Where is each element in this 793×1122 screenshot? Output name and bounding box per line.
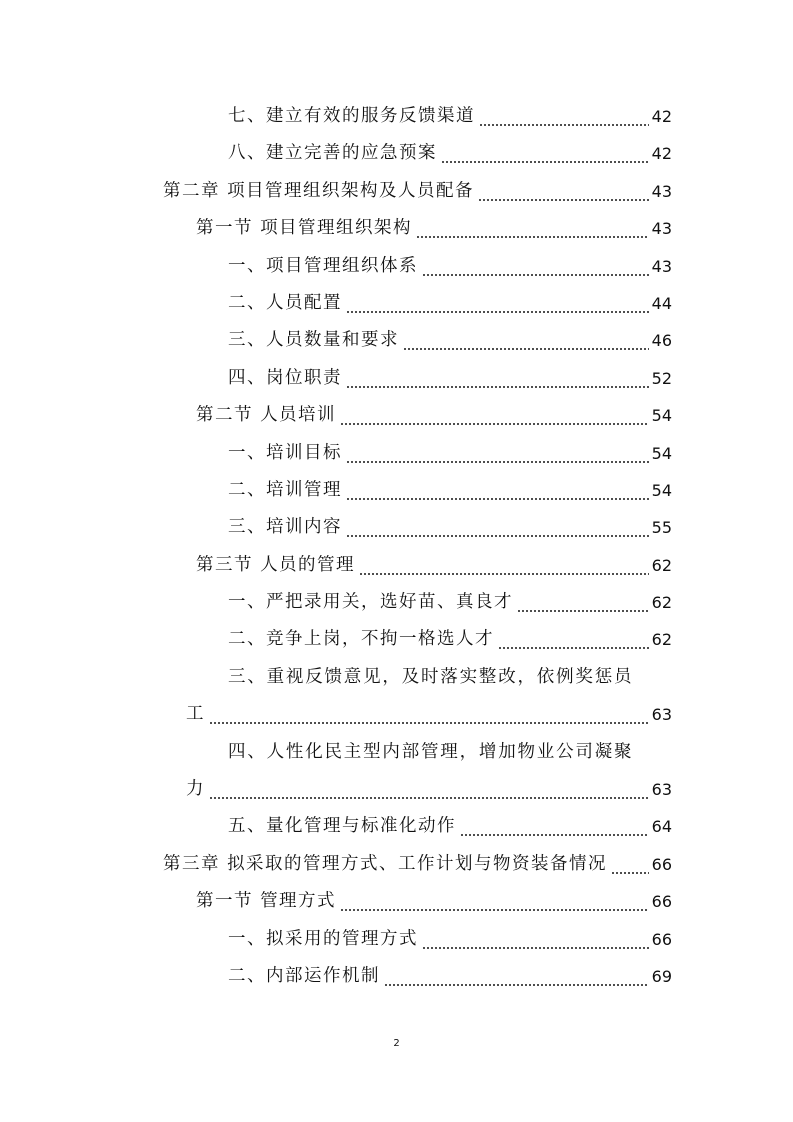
toc-entry-label: 四、人性化民主型内部管理，增加物业公司凝聚 [228,741,634,762]
toc-entry-page: 42 [651,144,672,164]
toc-entry-page: 66 [651,929,672,949]
toc-entry-label: 第一节 管理方式 [196,891,337,912]
toc-entry-label: 第三节 人员的管理 [196,554,356,575]
toc-entry-label: 五、量化管理与标准化动作 [228,816,456,837]
toc-entry[interactable] [0,584,793,621]
toc-entry[interactable] [0,696,793,733]
toc-entry-label: 四、岗位职责 [228,367,342,388]
toc-entry-label: 三、人员数量和要求 [228,330,399,351]
toc-entry-label: 三、重视反馈意见，及时落实整改，依例奖惩员 [228,666,634,687]
toc-entry-page: 62 [651,593,672,613]
toc-leader-dots [478,199,649,201]
toc-entry-label: 二、竞争上岗，不拘一格选人才 [228,629,494,650]
toc-entry-page: 42 [651,107,672,126]
toc-entry[interactable] [0,285,793,322]
toc-entry[interactable] [0,509,793,546]
toc-leader-dots [346,535,649,537]
toc-entry[interactable] [0,173,793,210]
toc-entry-label: 一、培训目标 [228,442,342,463]
toc-entry-page: 46 [651,331,672,351]
toc-entry[interactable] [0,322,793,359]
toc-entry[interactable] [0,958,793,995]
toc-leader-dots [441,161,649,163]
toc-leader-dots [359,573,649,575]
toc-entry-label: 七、建立有效的服务反馈渠道 [228,106,475,126]
toc-entry-page: 44 [651,293,672,313]
toc-entry-label: 第二章 项目管理组织架构及人员配备 [163,180,475,201]
toc-leader-dots [346,386,649,388]
toc-leader-dots [209,797,649,799]
toc-entry-label: 二、内部运作机制 [228,965,380,986]
toc-leader-dots [346,498,649,500]
toc-entry[interactable] [0,397,793,434]
toc-entry-label: 第三章 拟采取的管理方式、工作计划与物资装备情况 [163,853,608,874]
toc-entry-page: 55 [651,518,672,538]
toc-entry-page: 63 [651,780,672,800]
toc-entry[interactable] [0,846,793,883]
toc-entry-page: 64 [651,817,672,837]
toc-leader-dots [403,348,649,350]
toc-entry-page: 66 [651,892,672,912]
toc-entry-label: 第二节 人员培训 [196,405,337,426]
toc-entry-page: 63 [651,705,672,725]
toc-entry-page: 62 [651,630,672,650]
toc-entry-page: 43 [651,181,672,201]
toc-leader-dots [422,274,649,276]
toc-entry[interactable] [0,210,793,247]
table-of-contents [0,98,793,995]
toc-entry[interactable] [0,547,793,584]
toc-entry-label: 二、人员配置 [228,292,342,313]
toc-entry-page: 43 [651,219,672,239]
toc-entry[interactable] [0,734,793,771]
page-number: 2 [393,1038,400,1049]
toc-entry[interactable] [0,659,793,696]
toc-entry[interactable] [0,98,793,135]
toc-entry-page: 54 [651,443,672,463]
toc-entry-label: 二、培训管理 [228,479,342,500]
toc-leader-dots [479,124,649,126]
toc-entry-page: 52 [651,368,672,388]
toc-entry[interactable] [0,621,793,658]
toc-entry-label: 工 [186,704,205,725]
toc-leader-dots [384,984,649,986]
toc-entry-page: 66 [651,854,672,874]
toc-entry-page: 62 [651,555,672,575]
toc-entry[interactable] [0,771,793,808]
toc-entry[interactable] [0,248,793,285]
toc-entry-label: 三、培训内容 [228,517,342,538]
toc-leader-dots [416,236,649,238]
toc-entry[interactable] [0,135,793,172]
toc-entry[interactable] [0,921,793,958]
toc-leader-dots [517,610,649,612]
toc-entry-page: 69 [651,966,672,986]
toc-leader-dots [611,872,649,874]
toc-leader-dots [422,947,649,949]
toc-entry-page: 54 [651,406,672,426]
toc-entry-label: 第一节 项目管理组织架构 [196,218,413,239]
toc-entry[interactable] [0,435,793,472]
toc-entry-label: 一、项目管理组织体系 [228,255,418,276]
toc-entry-page: 54 [651,480,672,500]
toc-entry-page: 43 [651,256,672,276]
toc-entry[interactable] [0,360,793,397]
toc-entry-label: 力 [186,779,205,800]
toc-leader-dots [346,311,649,313]
toc-leader-dots [340,909,649,911]
toc-leader-dots [209,722,649,724]
toc-entry-label: 一、拟采用的管理方式 [228,928,418,949]
toc-entry[interactable] [0,472,793,509]
toc-leader-dots [340,423,649,425]
toc-leader-dots [460,834,649,836]
toc-leader-dots [498,647,649,649]
toc-leader-dots [346,461,649,463]
toc-entry[interactable] [0,883,793,920]
toc-entry-label: 一、严把录用关，选好苗、真良才 [228,592,513,613]
toc-entry[interactable] [0,808,793,845]
toc-entry-label: 八、建立完善的应急预案 [228,143,437,164]
